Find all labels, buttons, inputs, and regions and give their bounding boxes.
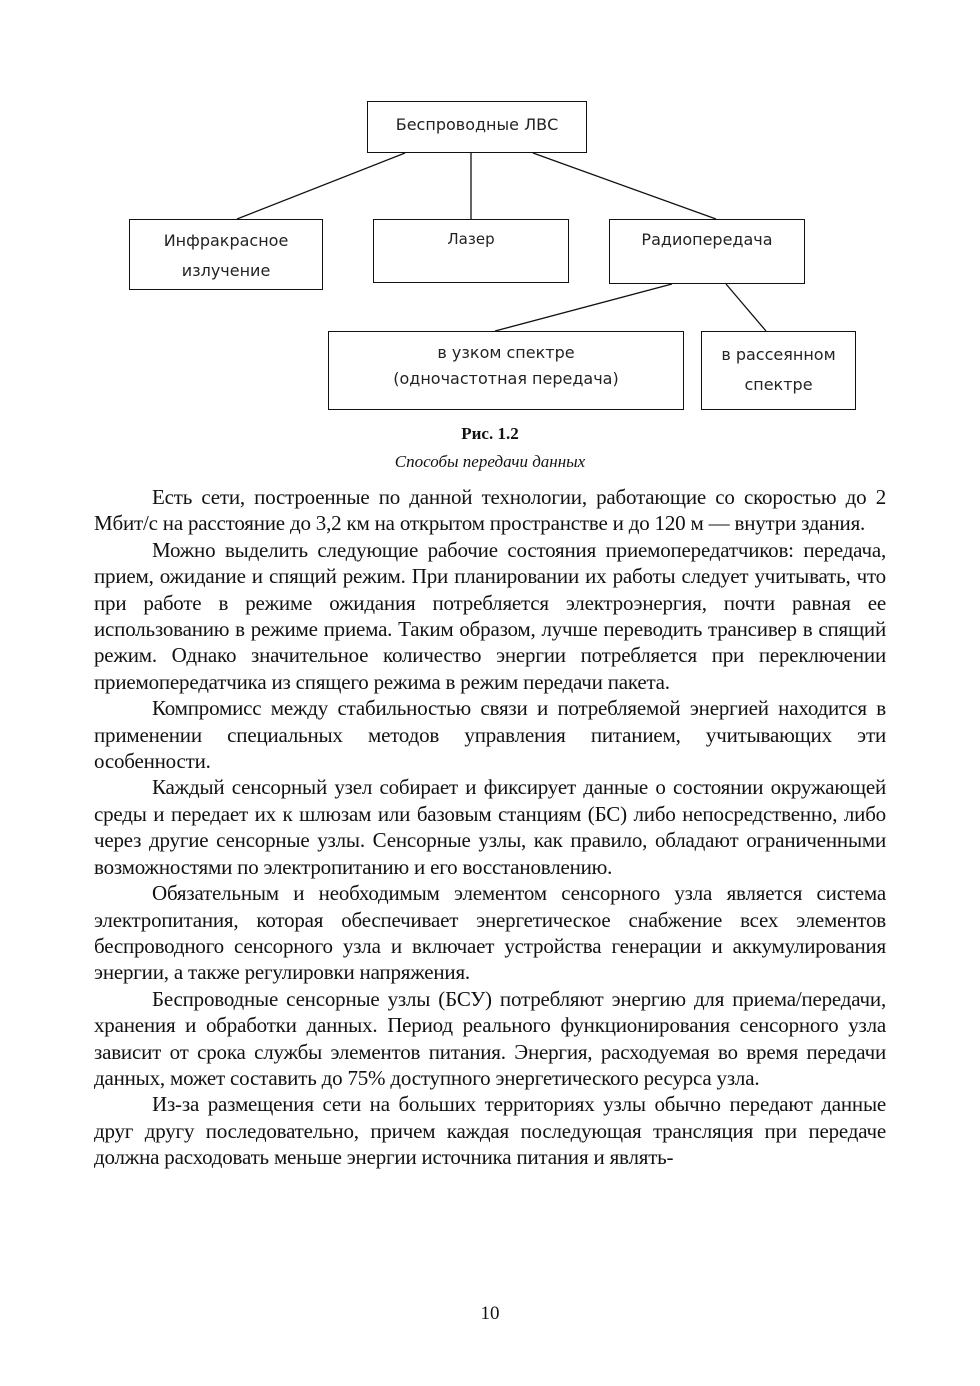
paragraph: Есть сети, построенные по данной технологии, работающие со скоростью до 2 Мбит/с на расстояние до 3,2 км на открытом пространстве и до 120 м — внутри здания. (94, 485, 886, 536)
node-wireless-lan (367, 101, 587, 153)
node-label-line: излучение (181, 261, 271, 280)
figure-caption: Способы передачи данных (394, 452, 586, 471)
paragraph: Каждый сенсорный узел собирает и фиксирует данные о состоянии окружающей среды и передает их к шлюзам или базовым станциям (БС) либо непосредственно, либо через другие сенсорные узлы. Сенсорные узлы, как правило, обладают ограниченными возможностями по электропитанию и его восстановлению. (94, 775, 886, 879)
node-spread-spectrum (701, 331, 856, 410)
figure-number: Рис. 1.2 (461, 424, 519, 443)
paragraph: Компромисс между стабильностью связи и потребляемой энергией находится в применении специальных методов управления питанием, учитывающих эти особенности. (94, 696, 886, 774)
paragraph: Беспроводные сенсорные узлы (БСУ) потребляют энергию для приема/передачи, хранения и обработки данных. Период реального функционирования сенсорного узла зависит от срока службы элементов питания. Энергия, расходуемая во время передачи данных, может составить до 75% доступного энергетического ресурса узла. (94, 986, 886, 1090)
node-label-line: в узком спектре (437, 343, 575, 362)
node-label-line: в рассеянном (721, 345, 836, 364)
node-infrared (129, 219, 323, 290)
figure-diagram (0, 0, 980, 420)
body-text (94, 484, 886, 1171)
node-label-line: Инфракрасное (163, 231, 289, 250)
node-label-line: (одночастотная передача) (393, 369, 619, 388)
node-label-line: спектре (744, 375, 813, 394)
page-number: 10 (480, 1303, 500, 1324)
node-radio (609, 219, 805, 284)
paragraph: Можно выделить следующие рабочие состояния приемопередатчиков: передача, прием, ожидание и спящий режим. При планировании их работы следует учитывать, что при работе в режиме ожидания потребляется электроэнергия, почти равная ее использованию в режиме приема. Таким образом, лучше переводить трансивер в спящий режим. Однако значительное количество энергии потребляется при переключении приемопередатчика из спящего режима в режим передачи пакета. (94, 537, 886, 694)
node-label-line: Радиопередача (641, 230, 773, 249)
paragraph: Обязательным и необходимым элементом сенсорного узла является система электропитания, которая обеспечивает энергетическое снабжение всех элементов беспроводного сенсорного узла и включает устройства генерации и аккумулирования энергии, а также регулировки напряжения. (94, 881, 886, 985)
node-label: Беспроводные ЛВС (395, 115, 559, 134)
node-laser (373, 219, 569, 283)
node-label-line: Лазер (447, 230, 495, 248)
paragraph: Из-за размещения сети на больших территориях узлы обычно передают данные друг другу последовательно, причем каждая последующая трансляция при передаче должна расходовать меньше энергии источника питания и являть- (94, 1092, 886, 1170)
node-narrow-spectrum (328, 331, 684, 410)
